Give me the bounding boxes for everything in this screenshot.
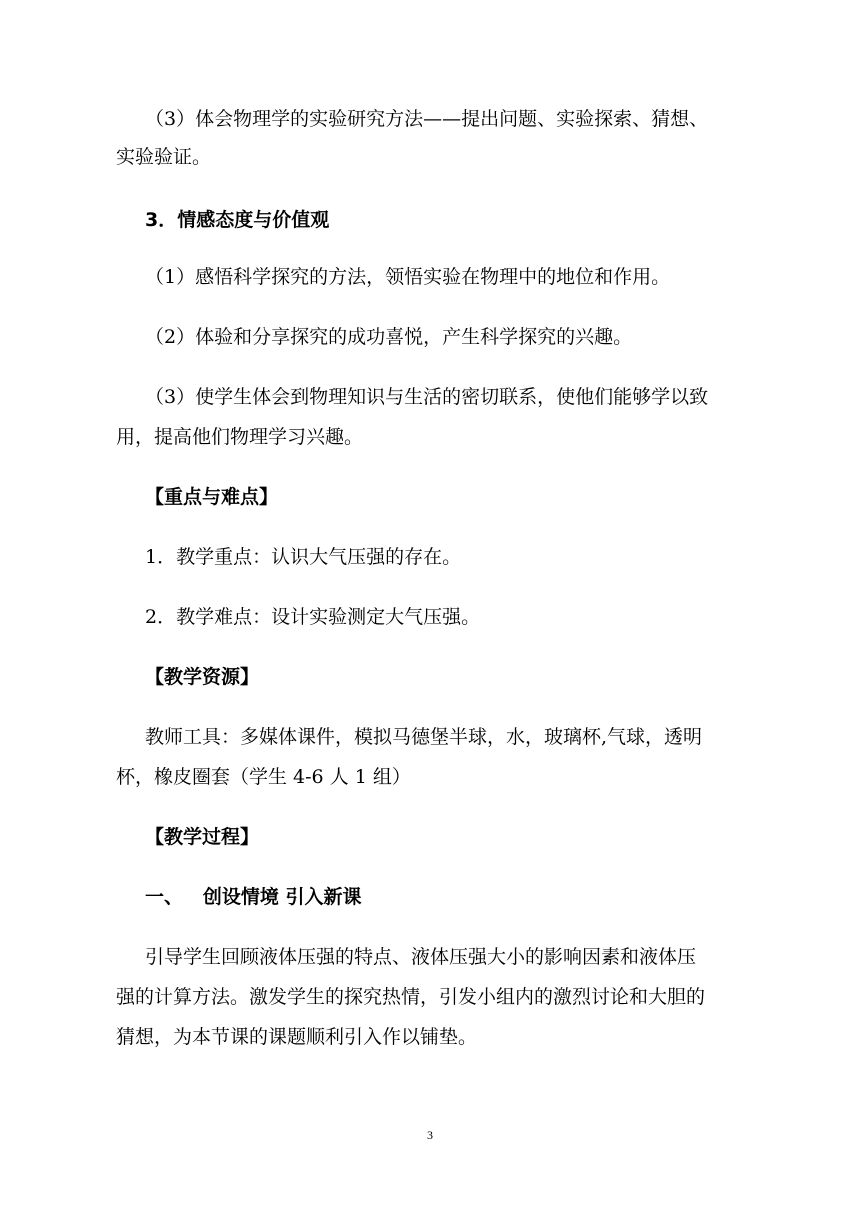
attitude-item-3-line-2: 用，提高他们物理学习兴趣。 [116,426,364,448]
heading-resources: 【教学资源】 [145,666,260,688]
process-paragraph-line-1: 引导学生回顾液体压强的特点、液体压强大小的影响因素和液体压 [145,946,697,968]
objective-3-line-1: （3）体会物理学的实验研究方法——提出问题、实验探索、猜想、 [145,108,709,130]
heading-process: 【教学过程】 [145,826,260,848]
attitude-item-1: （1）感悟科学探究的方法，领悟实验在物理中的地位和作用。 [145,266,671,288]
attitude-item-2: （2）体验和分享探究的成功喜悦，产生科学探究的兴趣。 [145,326,633,348]
process-paragraph-line-2: 强的计算方法。激发学生的探究热情，引发小组内的激烈讨论和大胆的 [116,986,706,1008]
resources-line-1: 教师工具：多媒体课件，模拟马德堡半球，水，玻璃杯,气球，透明 [145,726,703,748]
page-number: 3 [427,1128,433,1142]
resources-line-2: 杯，橡皮圈套（学生 4-6 人 1 组） [116,766,411,788]
key-point-2: 2．教学难点：设计实验测定大气压强。 [145,606,481,628]
section-heading-attitudes: 3．情感态度与价值观 [145,209,330,231]
objective-3-line-2: 实验验证。 [116,146,212,168]
process-paragraph-line-3: 猜想，为本节课的课题顺利引入作以铺垫。 [116,1026,478,1048]
process-step-1-heading: 一、 创设情境 引入新课 [145,886,362,908]
heading-key-points: 【重点与难点】 [145,486,279,508]
key-point-1: 1．教学重点：认识大气压强的存在。 [145,546,462,568]
attitude-item-3-line-1: （3）使学生体会到物理知识与生活的密切联系，使他们能够学以致 [145,386,709,408]
